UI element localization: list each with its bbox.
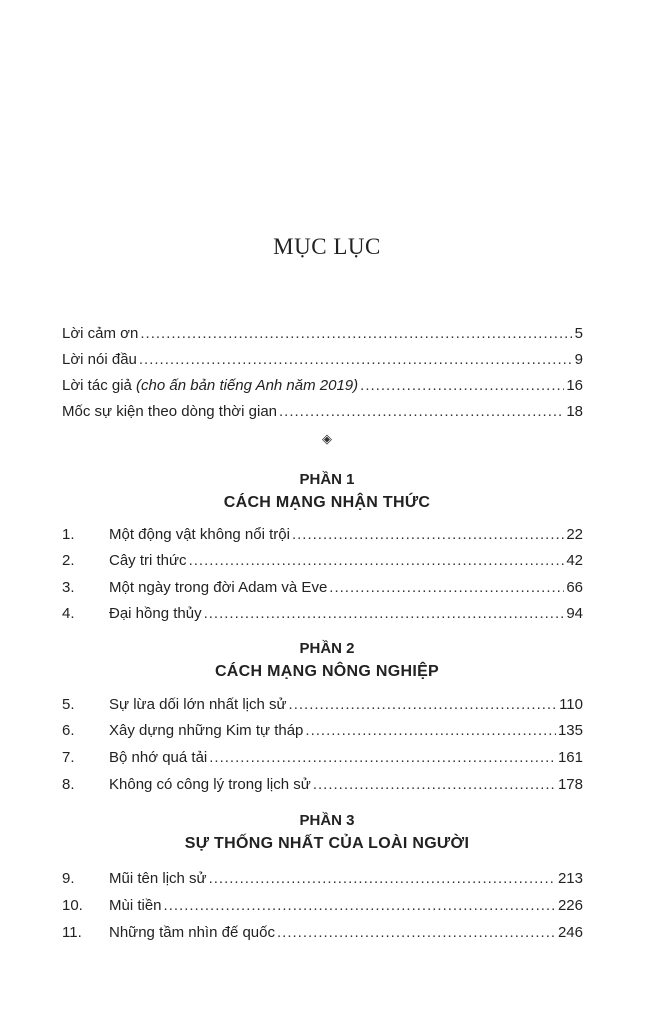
chapter-label: Một động vật không nổi trội <box>109 526 290 543</box>
chapter-page-number: 213 <box>557 870 583 887</box>
chapter-label: Cây tri thức <box>109 552 187 569</box>
chapter-number: 7. <box>62 749 75 766</box>
part-title: CÁCH MẠNG NÔNG NGHIỆP <box>214 663 440 680</box>
toc-chapter[interactable] <box>62 776 583 798</box>
toc-chapter[interactable] <box>62 696 583 718</box>
toc-chapter[interactable] <box>62 579 583 601</box>
dot-leader <box>209 870 556 887</box>
part-title: CÁCH MẠNG NHẬN THỨC <box>223 494 431 511</box>
chapter-label: Một ngày trong đời Adam và Eve <box>109 579 328 596</box>
chapter-number: 3. <box>62 579 75 596</box>
chapter-number: 2. <box>62 552 75 569</box>
entry-label: Lời cảm ơn <box>62 325 139 342</box>
dot-leader <box>189 552 565 569</box>
toc-entry-timeline[interactable] <box>62 403 583 425</box>
toc-chapter[interactable] <box>62 552 583 574</box>
entry-label-note: (cho ấn bản tiếng Anh năm 2019) <box>136 377 359 394</box>
page-title: MỤC LỤC <box>273 234 381 259</box>
dot-leader <box>305 722 556 739</box>
chapter-number: 9. <box>62 870 75 887</box>
chapter-label: Mũi tên lịch sử <box>109 870 207 887</box>
toc-entry-preface[interactable] <box>62 351 583 373</box>
chapter-label: Sự lừa dối lớn nhất lịch sử <box>109 696 287 713</box>
dot-leader <box>313 776 556 793</box>
part-number: PHẦN 1 <box>299 471 355 488</box>
chapter-number: 4. <box>62 605 75 622</box>
chapter-page-number: 110 <box>559 696 583 713</box>
toc-chapter[interactable] <box>62 897 583 919</box>
toc-chapter[interactable] <box>62 605 583 627</box>
part-number: PHẦN 2 <box>299 640 355 657</box>
chapter-page-number: 226 <box>557 897 583 914</box>
dot-leader <box>289 696 558 713</box>
toc-entry-author-note[interactable] <box>62 377 583 399</box>
toc-chapter[interactable] <box>62 749 583 771</box>
part-title: SỰ THỐNG NHẤT CỦA LOÀI NGƯỜI <box>184 835 470 852</box>
part-number: PHẦN 3 <box>299 812 355 829</box>
chapter-label: Những tầm nhìn đế quốc <box>109 924 275 941</box>
toc-chapter[interactable] <box>62 526 583 548</box>
dot-leader <box>209 749 556 766</box>
chapter-number: 6. <box>62 722 75 739</box>
chapter-number: 5. <box>62 696 75 713</box>
chapter-page-number: 161 <box>557 749 583 766</box>
chapter-label: Xây dựng những Kim tự tháp <box>109 722 304 739</box>
entry-label: Lời nói đầu <box>62 351 137 368</box>
dot-leader <box>139 351 573 368</box>
dot-leader <box>204 605 565 622</box>
toc-entry-acknowledgements[interactable] <box>62 325 583 347</box>
chapter-number: 10. <box>62 897 83 914</box>
chapter-page-number: 94 <box>566 605 583 622</box>
entry-page-number: 9 <box>574 351 583 368</box>
entry-page-number: 5 <box>574 325 583 342</box>
toc-chapter[interactable] <box>62 924 583 946</box>
entry-page-number: 16 <box>566 377 583 394</box>
diamond-ornament-icon: ◈ <box>322 431 332 446</box>
chapter-number: 1. <box>62 526 75 543</box>
chapter-label: Đại hồng thủy <box>109 605 202 622</box>
chapter-page-number: 42 <box>566 552 583 569</box>
chapter-page-number: 22 <box>566 526 583 543</box>
entry-page-number: 18 <box>566 403 583 420</box>
dot-leader <box>164 897 556 914</box>
dot-leader <box>360 377 564 394</box>
chapter-page-number: 135 <box>557 722 583 739</box>
entry-label-main: Lời tác giả <box>62 377 137 394</box>
chapter-page-number: 246 <box>557 924 583 941</box>
chapter-page-number: 66 <box>566 579 583 596</box>
chapter-number: 8. <box>62 776 75 793</box>
chapter-label: Mùi tiền <box>109 897 162 914</box>
entry-label <box>62 377 358 394</box>
dot-leader <box>277 924 556 941</box>
dot-leader <box>279 403 564 420</box>
chapter-label: Bộ nhớ quá tải <box>109 749 208 766</box>
chapter-page-number: 178 <box>557 776 583 793</box>
dot-leader <box>292 526 564 543</box>
toc-chapter[interactable] <box>62 722 583 744</box>
chapter-label: Không có công lý trong lịch sử <box>109 776 311 793</box>
entry-label: Mốc sự kiện theo dòng thời gian <box>62 403 278 420</box>
chapter-number: 11. <box>62 924 82 941</box>
dot-leader <box>329 579 564 596</box>
dot-leader <box>140 325 572 342</box>
toc-chapter[interactable] <box>62 870 583 892</box>
